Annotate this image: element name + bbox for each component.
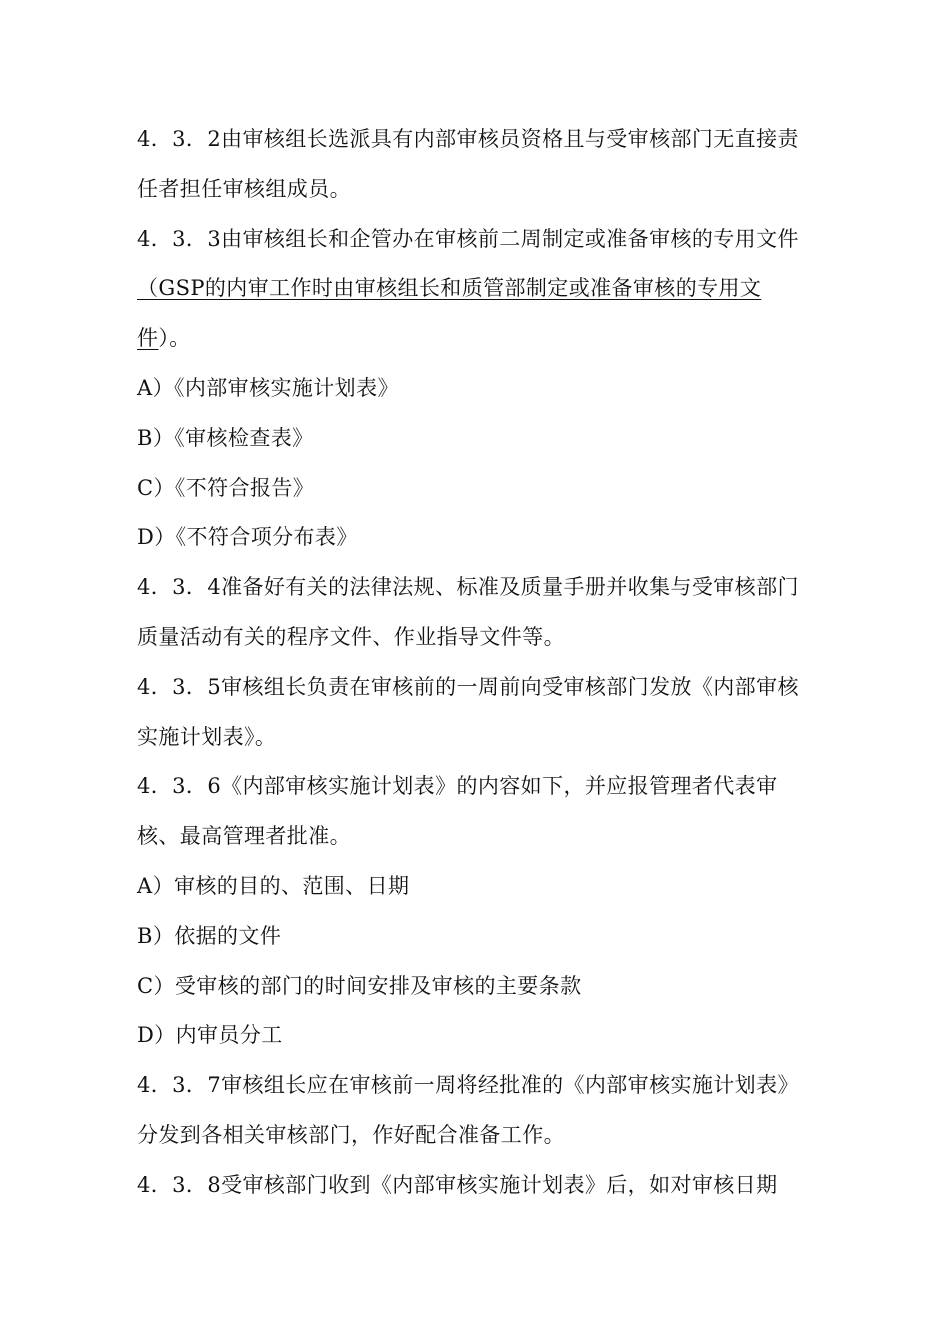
clause-4-3-3-end: ）。 xyxy=(158,326,191,351)
clause-4-3-3-text: 4．3．3由审核组长和企管办在审核前二周制定或准备审核的专用文件 xyxy=(137,226,799,251)
clause-4-3-3 xyxy=(137,215,807,364)
list-item-basis-documents: B）依据的文件 xyxy=(137,923,282,948)
list-item-nonconformity-report: C）《不符合报告》 xyxy=(137,475,315,500)
list-item-inner-audit-plan: A）《内部审核实施计划表》 xyxy=(137,375,399,400)
clause-4-3-6: 4．3．6《内部审核实施计划表》的内容如下，并应报管理者代表审核、最高管理者批准。 xyxy=(137,774,778,849)
list-item-audit-checklist: B）《审核检查表》 xyxy=(137,425,314,450)
list-item-auditor-assignment: D）内审员分工 xyxy=(137,1023,283,1048)
clause-4-3-3-underlined-note: （GSP的内审工作时由审核组长和质管部制定或准备审核的专用文件 xyxy=(137,276,762,351)
clause-4-3-8: 4．3．8受审核部门收到《内部审核实施计划表》后，如对审核日期 xyxy=(137,1172,778,1197)
clause-4-3-7: 4．3．7审核组长应在审核前一周将经批准的《内部审核实施计划表》分发到各相关审核部门，作好配合准备工作。 xyxy=(137,1073,799,1147)
list-item-nonconformity-distribution: D）《不符合项分布表》 xyxy=(137,525,358,550)
list-item-purpose-scope-date: A）审核的目的、范围、日期 xyxy=(137,873,410,898)
list-item-schedule-clauses: C）受审核的部门的时间安排及审核的主要条款 xyxy=(137,973,582,998)
clause-4-3-4: 4．3．4准备好有关的法律法规、标准及质量手册并收集与受审核部门质量活动有关的程序文件、作业指导文件等。 xyxy=(137,575,799,649)
document-body xyxy=(137,115,807,1211)
clause-4-3-2: 4．3．2由审核组长选派具有内部审核员资格且与受审核部门无直接责任者担任审核组成员。 xyxy=(137,127,799,201)
clause-4-3-5: 4．3．5审核组长负责在审核前的一周前向受审核部门发放《内部审核实施计划表》。 xyxy=(137,674,799,749)
